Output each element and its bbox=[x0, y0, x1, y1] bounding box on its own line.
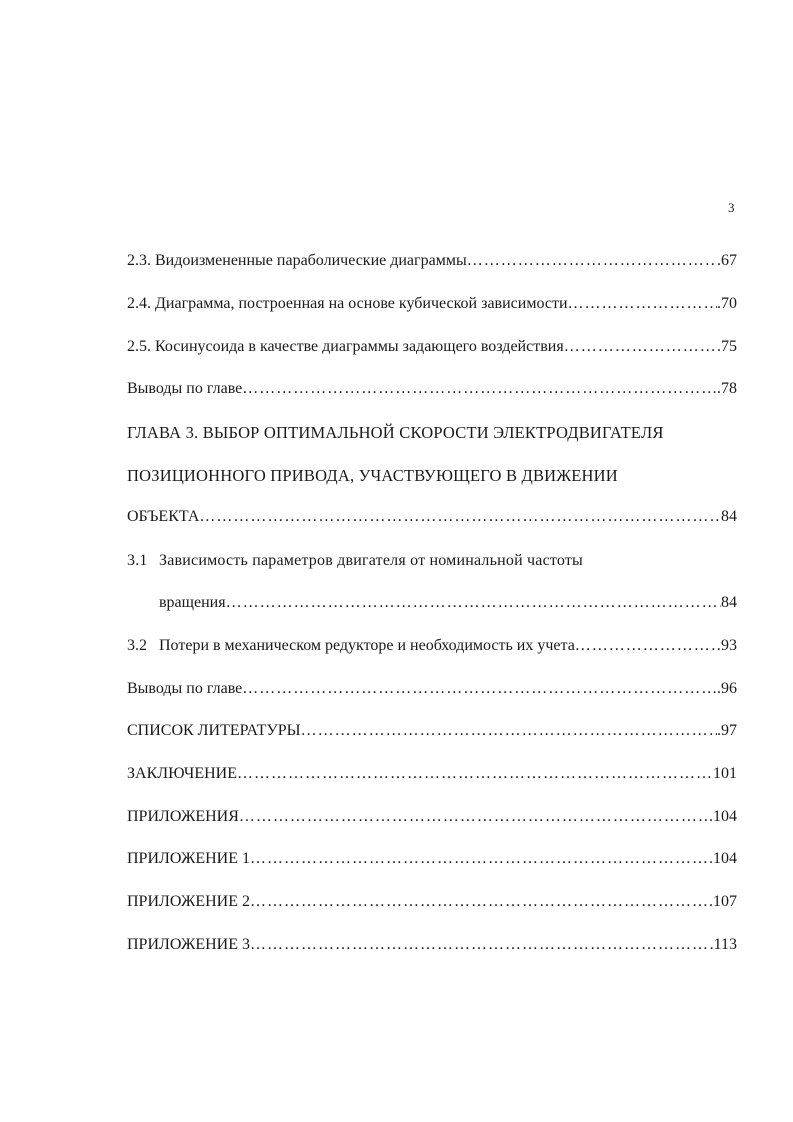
toc-entry-page: .75 bbox=[717, 338, 737, 355]
toc-entry-page: .104 bbox=[709, 850, 737, 867]
toc-entry-page: 84 bbox=[721, 594, 737, 611]
leader-dots bbox=[568, 295, 718, 313]
toc-entry-title: ПРИЛОЖЕНИЯ bbox=[127, 808, 239, 825]
toc-entry-title: 2.4. Диаграмма, построенная на основе кубической зависимости bbox=[127, 295, 568, 312]
toc-entry-title: Выводы по главе bbox=[127, 380, 243, 397]
leader-dots bbox=[239, 808, 709, 826]
toc-entry-page: .113 bbox=[709, 936, 737, 953]
toc-entry-chapter-3 bbox=[127, 508, 737, 526]
toc-entry-page: 93 bbox=[721, 637, 737, 654]
toc-entry-appendix-3 bbox=[127, 936, 737, 954]
leader-dots bbox=[467, 252, 717, 270]
toc-entry-conclusions-ch3 bbox=[127, 680, 737, 698]
toc-entry-appendices bbox=[127, 808, 737, 826]
toc-entry-2-4 bbox=[127, 295, 737, 313]
toc-entry-conclusion bbox=[127, 765, 737, 783]
section-title: Потери в механическом редукторе и необходимость их учета bbox=[159, 637, 575, 654]
section-number: 3.1 bbox=[127, 552, 148, 569]
leader-dots bbox=[242, 380, 717, 398]
toc-entry-title: ПРИЛОЖЕНИЕ 2 bbox=[127, 893, 251, 910]
toc-entry-conclusions-ch2 bbox=[127, 380, 737, 398]
toc-entry-title: 2.3. Видоизмененные параболические диаграммы bbox=[127, 252, 467, 269]
leader-dots bbox=[199, 508, 721, 526]
leader-dots bbox=[575, 637, 721, 655]
toc-entry-title bbox=[127, 637, 575, 655]
toc-entry-page: .107 bbox=[709, 893, 737, 910]
toc-entry-references bbox=[127, 722, 737, 740]
leader-dots bbox=[237, 765, 713, 783]
leader-dots bbox=[242, 680, 717, 698]
toc-entry-title: Выводы по главе bbox=[127, 680, 243, 697]
toc-entry-title: вращения bbox=[159, 594, 226, 611]
toc-entry-page: .104 bbox=[709, 808, 737, 825]
toc-entry-title: ОБЪЕКТА bbox=[127, 508, 200, 525]
toc-entry-title: СПИСОК ЛИТЕРАТУРЫ bbox=[127, 722, 301, 739]
toc-entry-3-2 bbox=[127, 637, 737, 655]
toc-entry-page: 101 bbox=[713, 765, 737, 782]
toc-entry-2-5 bbox=[127, 338, 737, 356]
toc-entry-page: 84 bbox=[721, 508, 737, 525]
toc-entry-appendix-1 bbox=[127, 850, 737, 868]
chapter-3-heading-line2: ПОЗИЦИОННОГО ПРИВОДА, УЧАСТВУЮЩЕГО В ДВИЖЕНИИ bbox=[127, 466, 618, 485]
toc-entry-page: .96 bbox=[717, 680, 737, 697]
toc-entry-title: ЗАКЛЮЧЕНИЕ bbox=[127, 765, 237, 782]
leader-dots bbox=[250, 893, 709, 911]
section-number: 3.2 bbox=[127, 637, 147, 654]
toc-entry-page: .78 bbox=[717, 380, 737, 397]
page-number: 3 bbox=[728, 200, 735, 215]
toc-entry-title: 2.5. Косинусоида в качестве диаграммы задающего воздействия bbox=[127, 338, 564, 355]
leader-dots bbox=[250, 936, 710, 954]
toc-entry-3-1 bbox=[159, 594, 737, 612]
toc-entry-page: .97 bbox=[717, 722, 737, 739]
toc-entry-title: ПРИЛОЖЕНИЕ 1 bbox=[127, 850, 251, 867]
toc-entry-2-3 bbox=[127, 252, 737, 270]
toc-entry-title: ПРИЛОЖЕНИЕ 3 bbox=[127, 936, 251, 953]
toc-entry-page: .67 bbox=[717, 252, 737, 269]
leader-dots bbox=[564, 338, 717, 356]
chapter-3-heading-line1: ГЛАВА 3. ВЫБОР ОПТИМАЛЬНОЙ СКОРОСТИ ЭЛЕКТРОДВИГАТЕЛЯ bbox=[127, 423, 664, 442]
leader-dots bbox=[301, 722, 717, 740]
toc-entry-appendix-2 bbox=[127, 893, 737, 911]
leader-dots bbox=[226, 594, 721, 612]
toc-entry-3-1-line1 bbox=[127, 552, 583, 570]
toc-entry-page: .70 bbox=[717, 295, 737, 312]
leader-dots bbox=[250, 850, 709, 868]
section-title: Зависимость параметров двигателя от номинальной частоты bbox=[159, 552, 583, 569]
